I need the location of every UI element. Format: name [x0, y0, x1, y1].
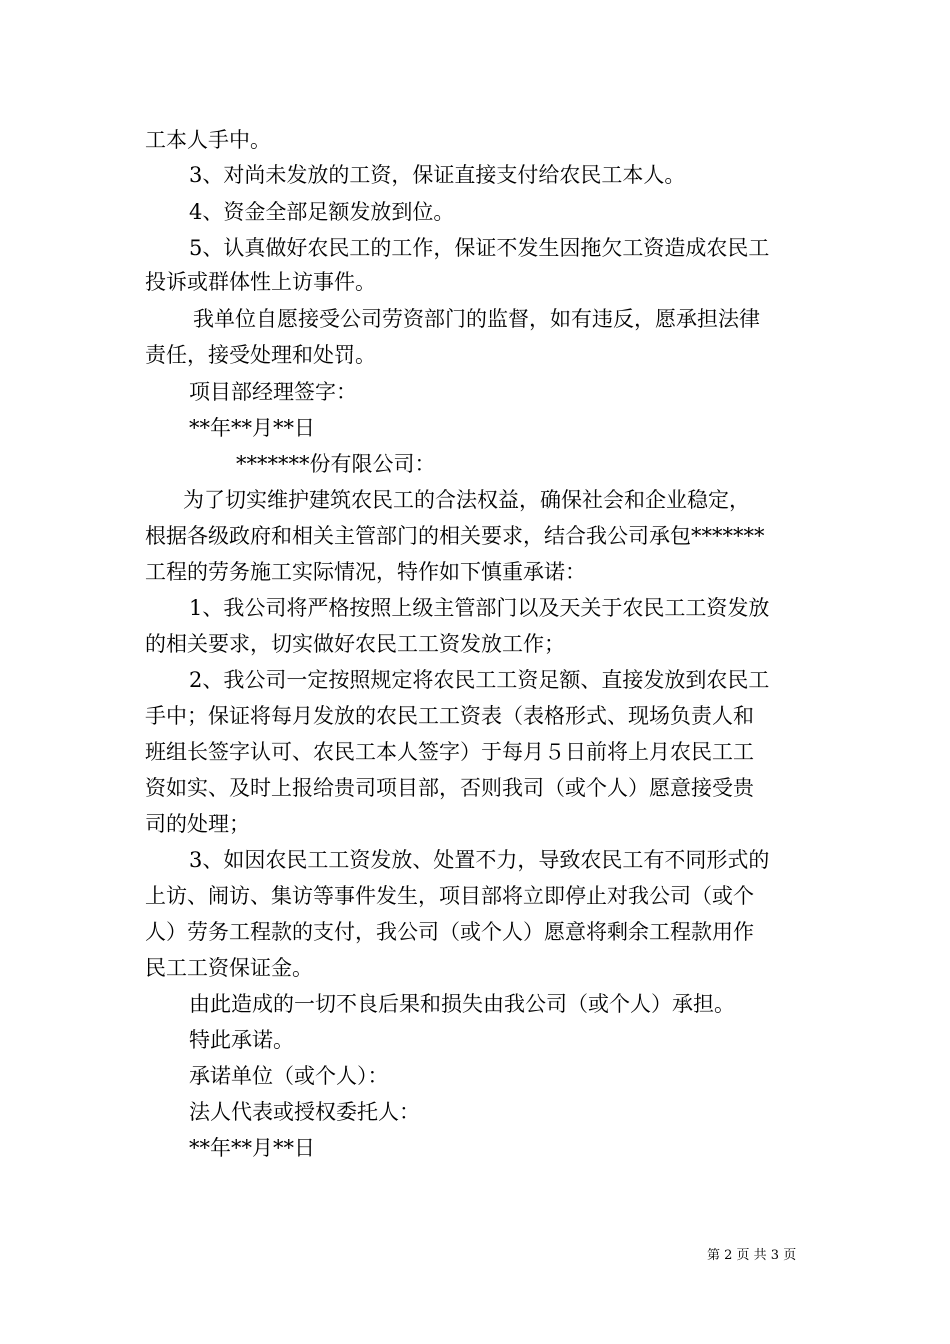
- text-line: 为了切实维护建筑农民工的合法权益，确保社会和企业稳定，: [183, 488, 750, 512]
- text-line: **年**月**日: [189, 1136, 315, 1160]
- text-line: 责任，接受处理和处罚。: [145, 343, 376, 367]
- text-line: 特此承诺。: [189, 1028, 294, 1052]
- text-line: 4、资金全部足额发放到位。: [189, 200, 455, 224]
- text-line: 我单位自愿接受公司劳资部门的监督，如有违反，愿承担法律: [193, 307, 760, 331]
- text-line: 投诉或群体性上访事件。: [145, 270, 376, 294]
- text-line: 上访、闹访、集访等事件发生，项目部将立即停止对我公司（或个: [145, 884, 754, 908]
- text-line: *******份有限公司：: [236, 452, 436, 476]
- text-line: 项目部经理签字：: [189, 380, 357, 404]
- text-line: 3、如因农民工工资发放、处置不力，导致农民工有不同形式的: [189, 848, 770, 872]
- text-line: 资如实、及时上报给贵司项目部，否则我司（或个人）愿意接受贵: [145, 776, 754, 800]
- text-line: 5、认真做好农民工的工作，保证不发生因拖欠工资造成农民工: [189, 236, 770, 260]
- page-footer: 第 2 页 共 3 页: [707, 1248, 797, 1263]
- text-line: 2、我公司一定按照规定将农民工工资足额、直接发放到农民工: [189, 668, 770, 692]
- text-line: 承诺单位（或个人）：: [189, 1064, 389, 1088]
- text-line: 工本人手中。: [145, 128, 271, 152]
- text-line: 3、对尚未发放的工资，保证直接支付给农民工本人。: [189, 163, 686, 187]
- text-line: 班组长签字认可、农民工本人签字）于每月５日前将上月农民工工: [145, 740, 754, 764]
- text-line: 司的处理；: [145, 812, 250, 836]
- text-line: 由此造成的一切不良后果和损失由我公司（或个人）承担。: [189, 992, 735, 1016]
- text-line: 工程的劳务施工实际情况，特作如下慎重承诺：: [145, 560, 586, 584]
- text-line: 手中；保证将每月发放的农民工工资表（表格形式、现场负责人和: [145, 704, 754, 728]
- text-line: 根据各级政府和相关主管部门的相关要求，结合我公司承包*******: [145, 524, 765, 548]
- text-line: 民工工资保证金。: [145, 956, 313, 980]
- text-line: **年**月**日: [189, 416, 315, 440]
- text-line: 人）劳务工程款的支付，我公司（或个人）愿意将剩余工程款用作: [145, 920, 754, 944]
- text-line: 的相关要求，切实做好农民工工资发放工作；: [145, 632, 565, 656]
- text-line: 1、我公司将严格按照上级主管部门以及天关于农民工工资发放: [189, 596, 770, 620]
- text-line: 法人代表或授权委托人：: [189, 1100, 420, 1124]
